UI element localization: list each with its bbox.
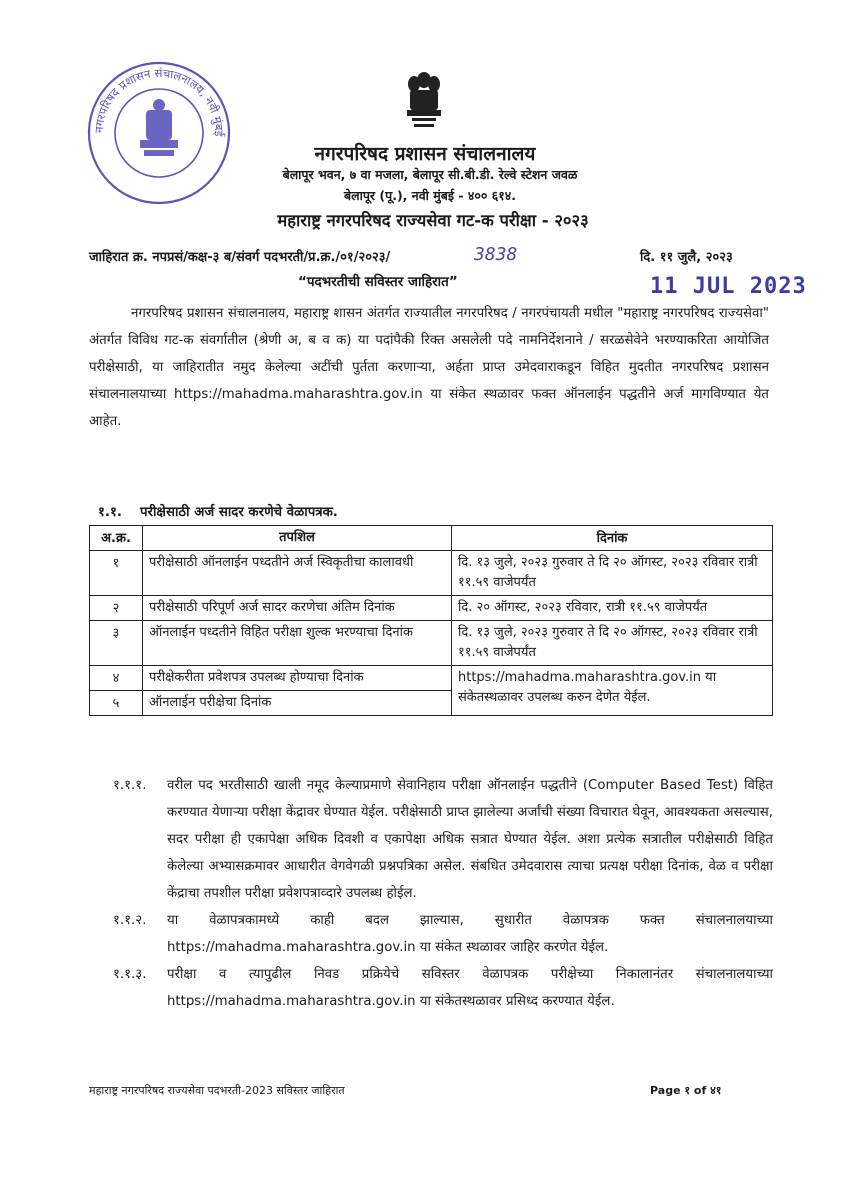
- official-seal: [86, 60, 232, 206]
- table-row: [90, 666, 773, 691]
- list-item: [89, 772, 773, 907]
- col-header-date: दिनांक: [452, 526, 773, 551]
- handwritten-outward-number: 3838: [474, 244, 518, 265]
- row-detail: परीक्षेसाठी परिपूर्ण अर्ज सादर करणेचा अंतिम दिनांक: [143, 596, 452, 621]
- sub-items-list: [89, 772, 773, 1015]
- row-serial: ४: [90, 666, 143, 691]
- table-header-row: [90, 526, 773, 551]
- row-detail: परीक्षेकरीता प्रवेशपत्र उपलब्ध होण्याचा दिनांक: [143, 666, 452, 691]
- organization-name: नगरपरिषद प्रशासन संचालनालय: [314, 143, 536, 165]
- intro-paragraph: नगरपरिषद प्रशासन संचालनालय, महाराष्ट्र शासन अंतर्गत राज्यातील नगरपरिषद / नगरपंचायती मधील "महाराष्ट्र नगरपरिषद राज्यसेवा" अंतर्गत विविध गट-क संवर्गातील (श्रेणी अ, ब व क) या पदांपैकी रिक्त असलेली पदे नामनिर्देशनाने / सरळसेवेने भरण्याकरिता आयोजित परीक्षेसाठी, या जाहिरातीत नमुद केलेल्या अटींची पुर्तता करणाऱ्या, अर्हता प्राप्त उमेदवाराकडून विहित मुदतीत नगरपरिषद प्रशासन संचालनालयाच्या https://mahadma.maharashtra.gov.in या संकेत स्थळावर फक्त ऑनलाईन पद्धतीने अर्ज मागविण्यात येत आहेत.: [89, 306, 769, 429]
- row-serial: ५: [90, 691, 143, 716]
- list-item-text: परीक्षा व त्यापुढील निवड प्रक्रियेचे सविस्तर वेळापत्रक परीक्षेच्या निकालानंतर संचालनालयाच्या https://mahadma.maharashtra.gov.in या संकेतस्थळावर प्रसिध्द करण्यात येईल.: [167, 967, 773, 1009]
- row-serial: २: [90, 596, 143, 621]
- section-title: परीक्षेसाठी अर्ज सादर करणेचे वेळापत्रक.: [140, 505, 338, 520]
- table-row: [90, 596, 773, 621]
- national-emblem-icon: [402, 66, 446, 132]
- page-number: Page १ of ४१: [650, 1084, 722, 1097]
- exam-title: महाराष्ट्र नगरपरिषद राज्यसेवा गट-क परीक्षा - २०२३: [277, 211, 589, 230]
- list-item: [89, 961, 773, 1015]
- section-heading: [98, 502, 338, 520]
- list-item-number: १.१.१.: [113, 778, 147, 793]
- list-item-text: या वेळापत्रकामध्ये काही बदल झाल्यास, सुधारीत वेळापत्रक फक्त संचालनालयाच्या https://mahadma.maharashtra.gov.in या संकेत स्थळावर जाहिर करणेत येईल.: [167, 913, 773, 955]
- row-detail: परीक्षेसाठी ऑनलाईन पध्दतीने अर्ज स्विकृतीचा कालावधी: [143, 551, 452, 596]
- address-line-1: बेलापूर भवन, ७ वा मजला, बेलापूर सी.बी.डी. रेल्वे स्टेशन जवळ: [282, 167, 578, 182]
- table-row: [90, 551, 773, 596]
- row-date: दि. १३ जुले, २०२३ गुरुवार ते दि २० ऑगस्ट, २०२३ रविवार रात्री ११.५९ वाजेपर्यंत: [452, 551, 773, 596]
- table-row: [90, 621, 773, 666]
- document-subtitle: “पदभरतीची सविस्तर जाहिरात”: [298, 274, 458, 290]
- date-stamp: 11 JUL 2023: [650, 274, 807, 299]
- section-number: १.१.: [98, 505, 122, 520]
- row-detail: ऑनलाईन पध्दतीने विहित परीक्षा शुल्क भरण्याचा दिनांक: [143, 621, 452, 666]
- col-header-detail: तपशिल: [143, 526, 452, 551]
- schedule-table: [89, 525, 773, 716]
- reference-number: जाहिरात क्र. नपप्रसं/कक्ष-३ ब/संवर्ग पदभरती/प्र.क्र./०१/२०२३/: [89, 250, 391, 265]
- issue-date: दि. ११ जुलै, २०२३: [640, 250, 733, 265]
- list-item: [89, 907, 773, 961]
- row-serial: ३: [90, 621, 143, 666]
- seal-text: नगरपरिषद प्रशासन संचालनालय, नवी मुंबई: [91, 65, 227, 137]
- row-date: दि. २० ऑगस्ट, २०२३ रविवार, रात्री ११.५९ वाजेपर्यंत: [452, 596, 773, 621]
- list-item-text: वरील पद भरतीसाठी खाली नमूद केल्याप्रमाणे सेवानिहाय परीक्षा ऑनलाईन पद्धतीने (Computer Based Test) विहित करण्यात येणाऱ्या परीक्षा केंद्रावर घेण्यात येईल. परीक्षेसाठी प्राप्त झालेल्या अर्जांची संख्या विचारात घेवून, आवश्यकता असल्यास, सदर परीक्षा ही एकापेक्षा अधिक दिवशी व एकापेक्षा अधिक सत्रात घेण्यात येईल. अशा प्रत्येक सत्रातील परीक्षेसाठी विहित केलेल्या अभ्यासक्रमावर आधारीत वेगवेगळी प्रश्नपत्रिका असेल. संबधित उमेदवारास त्याचा प्रत्यक्ष परीक्षा दिनांक, वेळ व परीक्षा केंद्राचा तपशील परीक्षा प्रवेशपत्राव्दारे उपलब्ध होईल.: [167, 778, 773, 901]
- list-item-number: १.१.३.: [113, 967, 147, 982]
- row-date-merged: https://mahadma.maharashtra.gov.in या संकेतस्थळावर उपलब्ध करुन देणेत येईल.: [452, 666, 773, 716]
- list-item-number: १.१.२.: [113, 913, 147, 928]
- address-line-2: बेलापूर (पू.), नवी मुंबई - ४०० ६१४.: [343, 188, 516, 203]
- row-date: दि. १३ जुले, २०२३ गुरुवार ते दि २० ऑगस्ट, २०२३ रविवार रात्री ११.५९ वाजेपर्यंत: [452, 621, 773, 666]
- row-serial: १: [90, 551, 143, 596]
- col-header-serial: अ.क्र.: [90, 526, 143, 551]
- row-detail: ऑनलाईन परीक्षेचा दिनांक: [143, 691, 452, 716]
- footer-title: महाराष्ट्र नगरपरिषद राज्यसेवा पदभरती-2023 सविस्तर जाहिरात: [89, 1084, 345, 1097]
